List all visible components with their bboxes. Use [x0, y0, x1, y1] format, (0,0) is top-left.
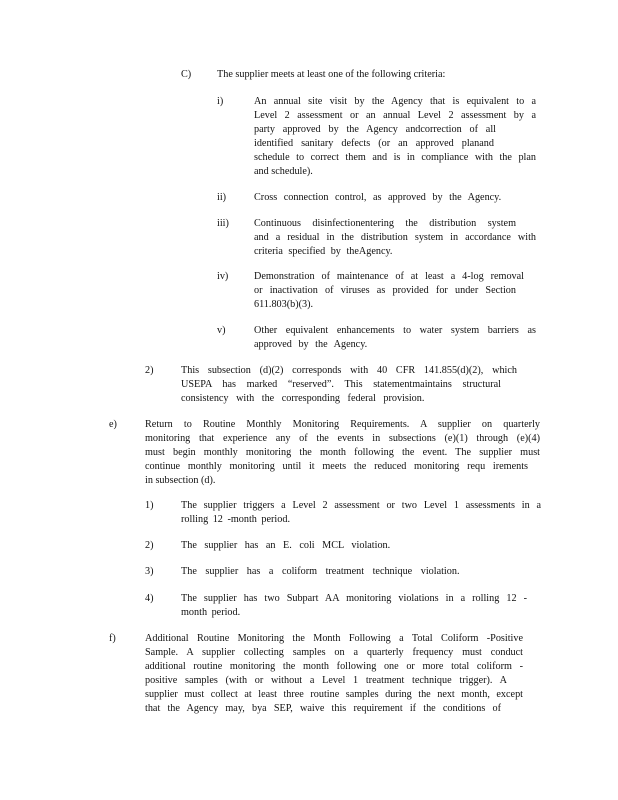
item-label-e3: 3) — [145, 566, 154, 577]
text-line: The supplier has two Subpart AA monitoring violations in a rolling 12 - — [181, 593, 527, 604]
text-line: and schedule). — [254, 166, 313, 177]
text-line: Cross connection control, as approved by the Agency. — [254, 192, 502, 203]
text-line: additional routine monitoring the month following one or more total coliform - — [145, 661, 523, 672]
item-label-iv: iv) — [217, 271, 229, 282]
item-label-e4: 4) — [145, 593, 154, 604]
item-v-text — [254, 324, 536, 352]
item-label-e2: 2) — [145, 540, 154, 551]
item-e2-text — [181, 539, 541, 553]
text-line: continue monthly monitoring until it meets the reduced monitoring requ irements — [145, 461, 528, 472]
item-label-e1: 1) — [145, 500, 154, 511]
item-label-v: v) — [217, 325, 226, 336]
text-line: This subsection (d)(2) corresponds with 40 CFR 141.855(d)(2), which — [181, 365, 517, 376]
text-line: approved by the Agency. — [254, 339, 368, 350]
text-line: Sample. A supplier collecting samples on a quarterly frequency must conduct — [145, 647, 523, 658]
paragraph-label-2: 2) — [145, 365, 154, 376]
item-e4-text — [181, 592, 527, 620]
text-line: An annual site visit by the Agency that is equivalent to a — [254, 96, 536, 107]
text-line: positive samples (with or without a Level 1 treatment technique trigger). A — [145, 675, 507, 686]
text-line: Additional Routine Monitoring the Month Following a Total Coliform -Positive — [145, 633, 523, 644]
subsection-f-text — [145, 632, 523, 716]
text-line: criteria specified by theAgency. — [254, 246, 393, 257]
paragraph-2-text — [181, 364, 517, 406]
text-line: Return to Routine Monthly Monitoring Requirements. A supplier on quarterly — [145, 419, 540, 430]
text-line: party approved by the Agency andcorrection of all — [254, 124, 496, 135]
text-line: rolling 12 -month period. — [181, 514, 290, 525]
text-line: must begin monthly monitoring the month following the event. The supplier must — [145, 447, 540, 458]
text-line: consistency with the corresponding federal provision. — [181, 393, 425, 404]
subsection-c-intro: The supplier meets at least one of the following criteria: — [217, 69, 446, 80]
text-line: schedule to correct them and is in compliance with the plan — [254, 152, 536, 163]
text-line: monitoring that experience any of the events in subsections (e)(1) through (e)(4) — [145, 433, 540, 444]
text-line: in subsection (d). — [145, 475, 216, 486]
item-e1-text — [181, 499, 541, 527]
text-line: month period. — [181, 607, 241, 618]
text-line: The supplier has an E. coli MCL violation. — [181, 540, 391, 551]
text-line: identified sanitary defects (or an approved planand — [254, 138, 494, 149]
text-line: Other equivalent enhancements to water system barriers as — [254, 325, 536, 336]
text-line: USEPA has marked “reserved”. This statementmaintains structural — [181, 379, 501, 390]
item-label-iii: iii) — [217, 218, 229, 229]
text-line: Demonstration of maintenance of at least a 4-log removal — [254, 271, 524, 282]
text-line: The supplier has a coliform treatment technique violation. — [181, 566, 460, 577]
text-line: Continuous disinfectionentering the distribution system — [254, 218, 516, 229]
text-line: and a residual in the distribution system in accordance with — [254, 232, 536, 243]
text-line: or inactivation of viruses as provided for under Section — [254, 285, 516, 296]
subsection-label-e: e) — [109, 419, 117, 430]
item-e3-text — [181, 565, 541, 579]
text-line: that the Agency may, bya SEP, waive this requirement if the conditions of — [145, 703, 501, 714]
text-line: Level 2 assessment or an annual Level 2 assessment by a — [254, 110, 536, 121]
item-label-ii: ii) — [217, 192, 227, 203]
item-ii-text — [254, 191, 536, 205]
text-line: The supplier triggers a Level 2 assessment or two Level 1 assessments in a — [181, 500, 541, 511]
item-label-i: i) — [217, 96, 224, 107]
subsection-label-c: C) — [181, 69, 192, 80]
item-iv-text — [254, 270, 536, 312]
subsection-e-text — [145, 418, 540, 488]
text-line: 611.803(b)(3). — [254, 299, 314, 310]
text-line: supplier must collect at least three routine samples during the next month, except — [145, 689, 523, 700]
subsection-label-f: f) — [109, 633, 116, 644]
item-i-text — [254, 95, 536, 179]
item-iii-text — [254, 217, 536, 259]
